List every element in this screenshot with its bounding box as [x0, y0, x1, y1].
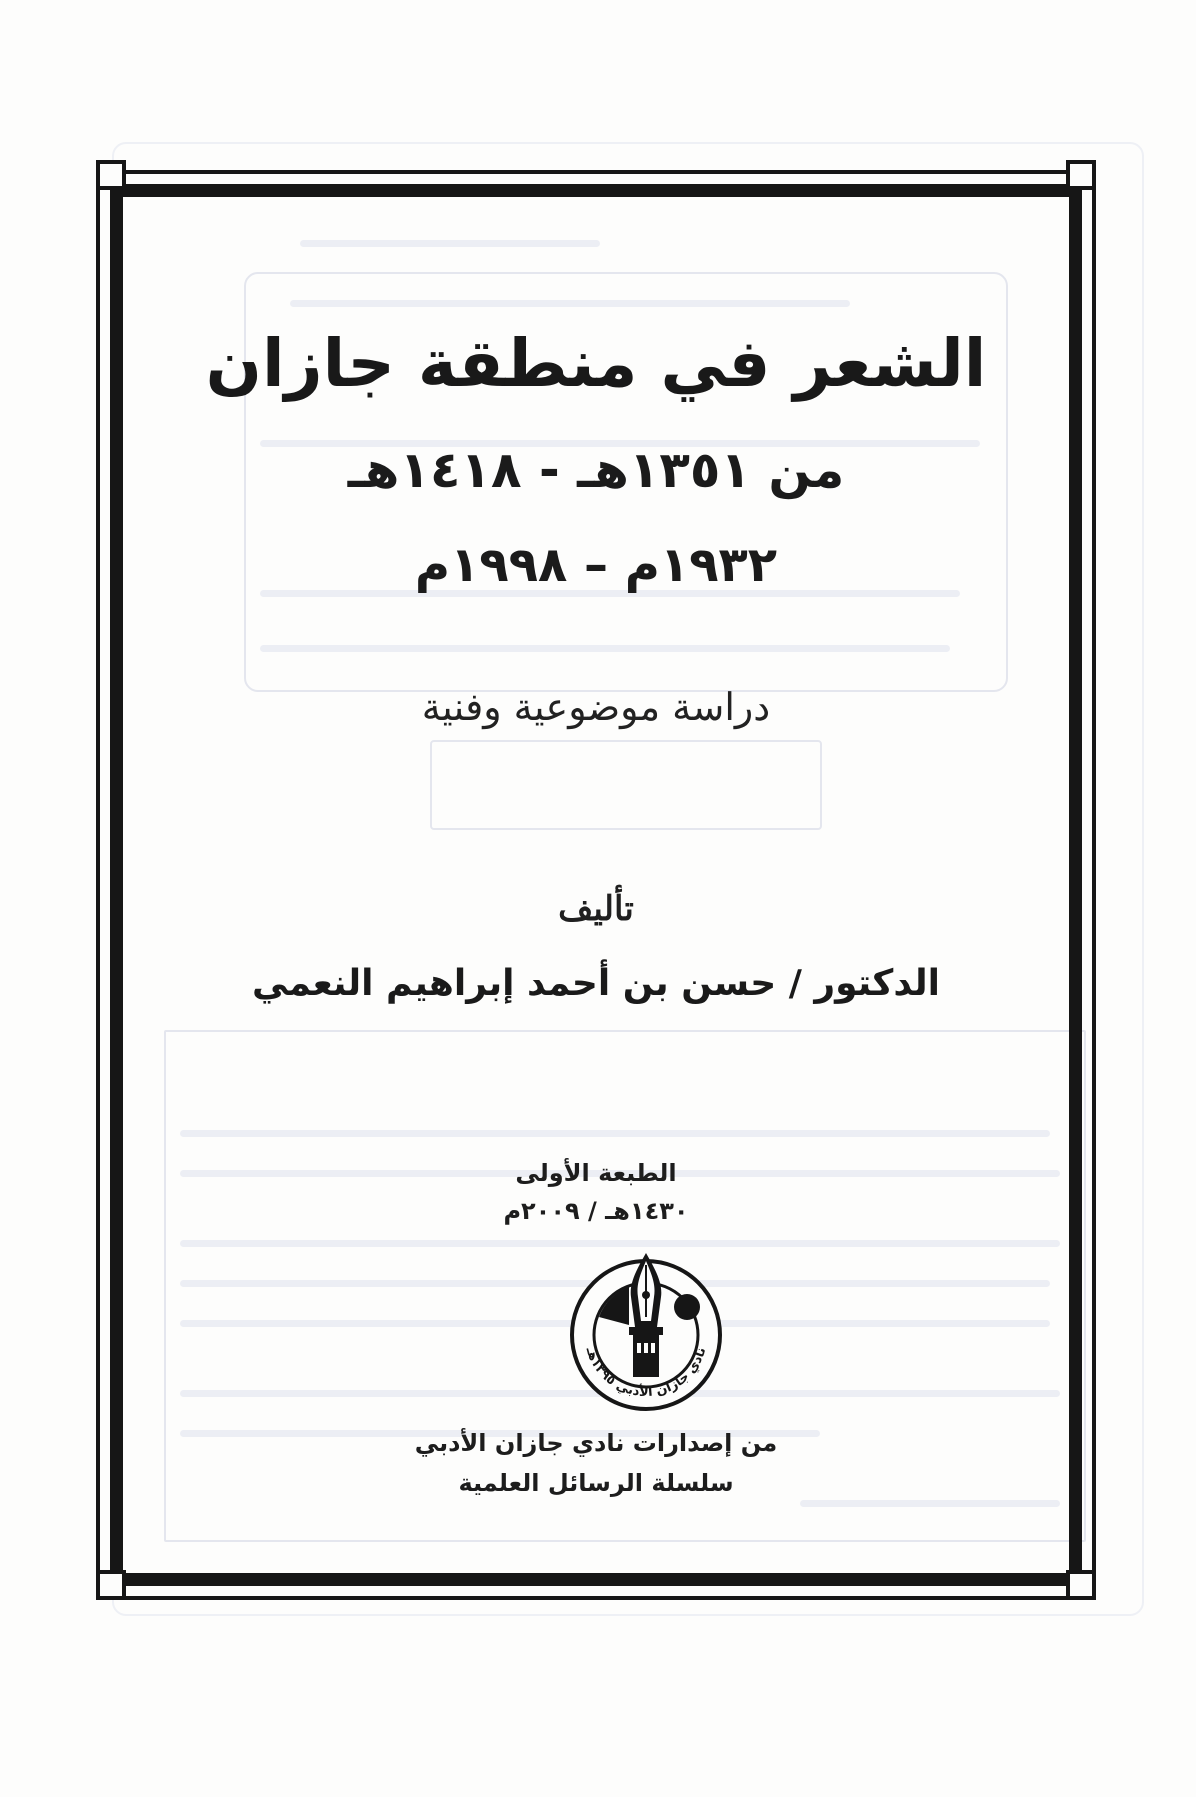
frame-corner-square	[1066, 160, 1096, 190]
edition-label: الطبعة الأولى	[515, 1159, 677, 1187]
hijri-date-range: من ١٣٥١هـ - ١٤١٨هـ	[347, 441, 845, 499]
edition-date: ١٤٣٠هـ / ٢٠٠٩م	[503, 1197, 689, 1225]
frame-corner-square	[1066, 1570, 1096, 1600]
book-subtitle: دراسة موضوعية وفنية	[421, 685, 771, 729]
author-label: تأليف	[558, 889, 634, 929]
book-title: الشعر في منطقة جازان	[205, 325, 987, 402]
title-page-content	[123, 197, 1069, 1573]
publisher-line: من إصدارات نادي جازان الأدبي	[414, 1429, 778, 1457]
club-logo-icon	[563, 1247, 729, 1413]
gregorian-date-range: ١٩٣٢م – ١٩٩٨م	[414, 537, 778, 593]
svg-text:نادي جازان الأدبي ١٣٩٥هـ: نادي جازان الأدبي ١٣٩٥هـ	[582, 1345, 710, 1401]
author-name: الدكتور / حسن بن أحمد إبراهيم النعمي	[252, 963, 940, 1004]
frame-corner-square	[96, 1570, 126, 1600]
frame-corner-square	[96, 160, 126, 190]
series-line: سلسلة الرسائل العلمية	[458, 1469, 734, 1497]
